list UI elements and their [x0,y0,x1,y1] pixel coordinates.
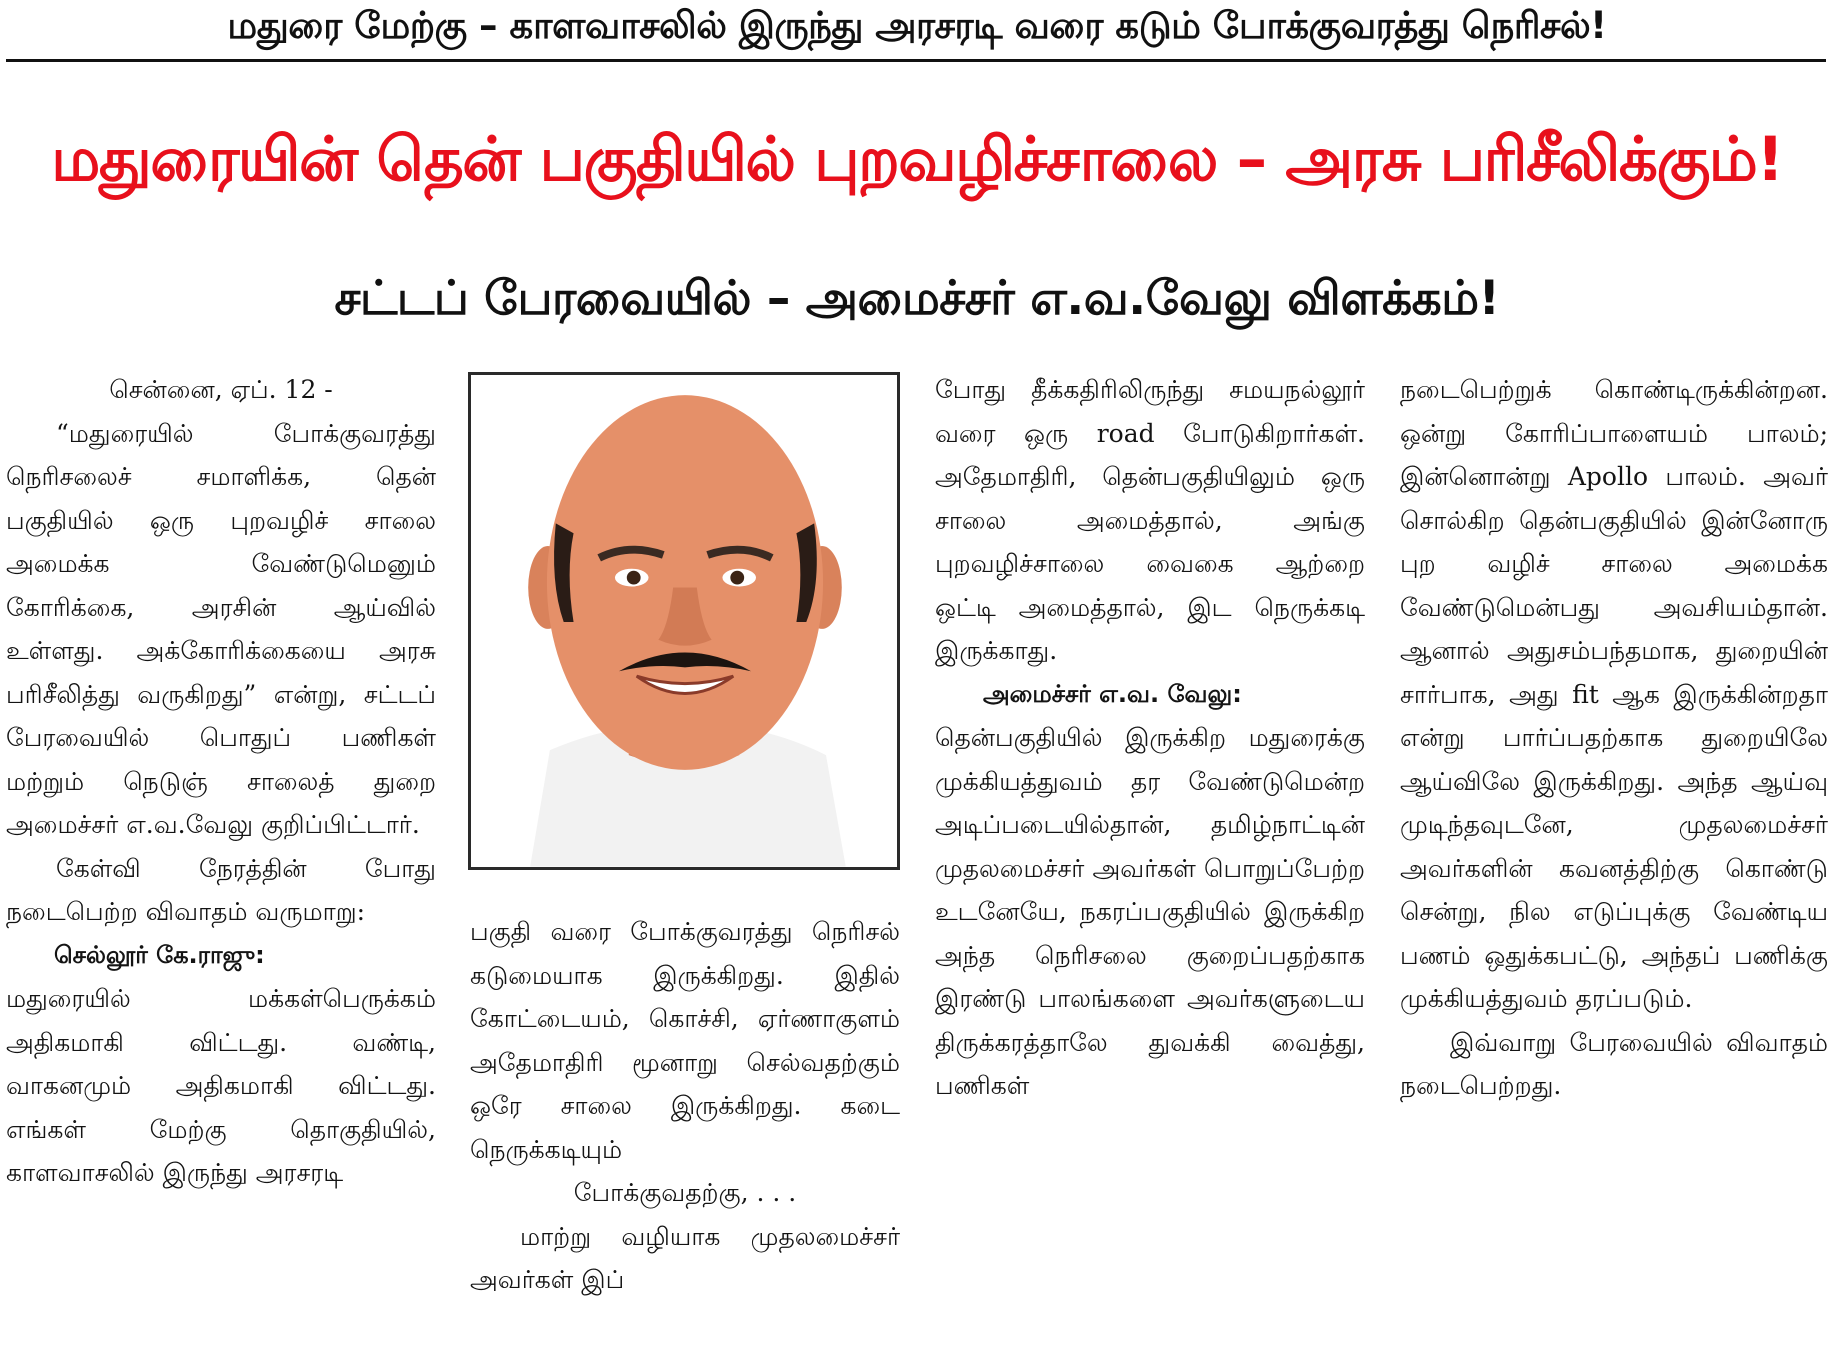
dateline: சென்னை, ஏப். 12 - [109,375,333,404]
speaker-label: செல்லூர் கே.ராஜு: [54,940,265,969]
paragraph: இவ்வாறு பேரவையில் விவாதம் நடைபெற்றது. [1400,1027,1828,1100]
article-column-2 [470,910,900,1302]
paragraph: மதுரையில் மக்கள்பெருக்கம் அதிகமாகி விட்டது. வண்டி, வாகனமும் அதிகமாகி விட்டது. எங்கள் மேற்கு தொகுதியில், காளவாசலில் இருந்து அரசரடி [6,984,436,1187]
paragraph: நடைபெற்றுக் கொண்டிருக்கின்றன. ஒன்று கோரிப்பாளையம் பாலம்; இன்னொன்று Apollo பாலம். அவர் சொல்கிற தென்பகுதியில் இன்னோரு புற வழிச் சாலை அமைக்க வேண்டுமென்பது அவசியம்தான். ஆனால் அதுசம்பந்தமாக, துறையின் சார்பாக, அது fit ஆக இருக்கின்றதா என்று பார்ப்பதற்காக துறையிலே ஆய்விலே இருக்கிறது. அந்த ஆய்வு முடிந்தவுடனே, முதலமைச்சர் அவர்களின் கவனத்திற்கு கொண்டு சென்று, நில எடுப்புக்கு வேண்டிய பணம் ஒதுக்கபட்டு, அந்தப் பணிக்கு முக்கியத்துவம் தரப்படும். [1400,375,1828,1013]
article-column-4 [1400,368,1828,1108]
paragraph: தென்பகுதியில் இருக்கிற மதுரைக்கு முக்கியத்துவம் தர வேண்டுமென்ற அடிப்படையில்தான், தமிழ்நாட்டின் முதலமைச்சர் அவர்கள் பொறுப்பேற்ற உடனேயே, நகரப்பகுதியில் இருக்கிற அந்த நெரிசலை குறைப்பதற்காக இரண்டு பாலங்களை அவர்களுடைய திருக்கரத்தாலே துவக்கி வைத்து, பணிகள் [935,723,1365,1100]
paragraph: மாற்று வழியாக முதலமைச்சர் அவர்கள் இப் [470,1221,900,1294]
speaker-label: அமைச்சர் எ.வ. வேலு: [983,679,1242,708]
article-column-1 [6,368,436,1195]
paragraph: “மதுரையில் போக்குவரத்து நெரிசலைச் சமாளிக்க, தென் பகுதியில் ஒரு புறவழிச் சாலை அமைக்க வேண்டுமெனும் கோரிக்கை, அரசின் ஆய்வில் உள்ளது. அக்கோரிக்கையை அரசு பரிசீலித்து வருகிறது” என்று, சட்டப் பேரவையில் பொதுப் பணிகள் மற்றும் நெடுஞ் சாலைத் துறை அமைச்சர் எ.வ.வேலு குறிப்பிட்டார். [6,418,436,839]
main-headline: மதுரையின் தென் பகுதியில் புறவழிச்சாலை – அரசு பரிசீலிக்கும்! [51,123,1783,195]
paragraph: போது தீக்கதிரிலிருந்து சமயநல்லூர் வரை ஒரு road போடுகிறார்கள். அதேமாதிரி, தென்பகுதியிலும் ஒரு சாலை அமைத்தால், அங்கு புறவழிச்சாலை வைகை ஆற்றை ஒட்டி அமைத்தால், இட நெருக்கடி இருக்காது. [935,375,1365,665]
kicker-underline [6,59,1826,62]
kicker-headline: மதுரை மேற்கு – காளவாசலில் இருந்து அரசரடி வரை கடும் போக்குவரத்து நெரிசல்! [227,4,1607,47]
minister-photo [468,372,900,870]
paragraph: கேள்வி நேரத்தின் போது நடைபெற்ற விவாதம் வருமாறு: [6,853,436,926]
paragraph: போக்குவதற்கு, . . . [573,1178,797,1207]
paragraph: பகுதி வரை போக்குவரத்து நெரிசல் கடுமையாக இருக்கிறது. இதில் கோட்டையம், கொச்சி, ஏர்ணாகுளம் அதேமாதிரி மூனாறு செல்வதற்கும் ஒரே சாலை இருக்கிறது. கடை நெருக்கடியும் [470,917,900,1164]
article-column-3 [935,368,1365,1108]
person-portrait-icon [471,375,897,867]
sub-headline: சட்டப் பேரவையில் – அமைச்சர் எ.வ.வேலு விளக்கம்! [334,270,1500,326]
